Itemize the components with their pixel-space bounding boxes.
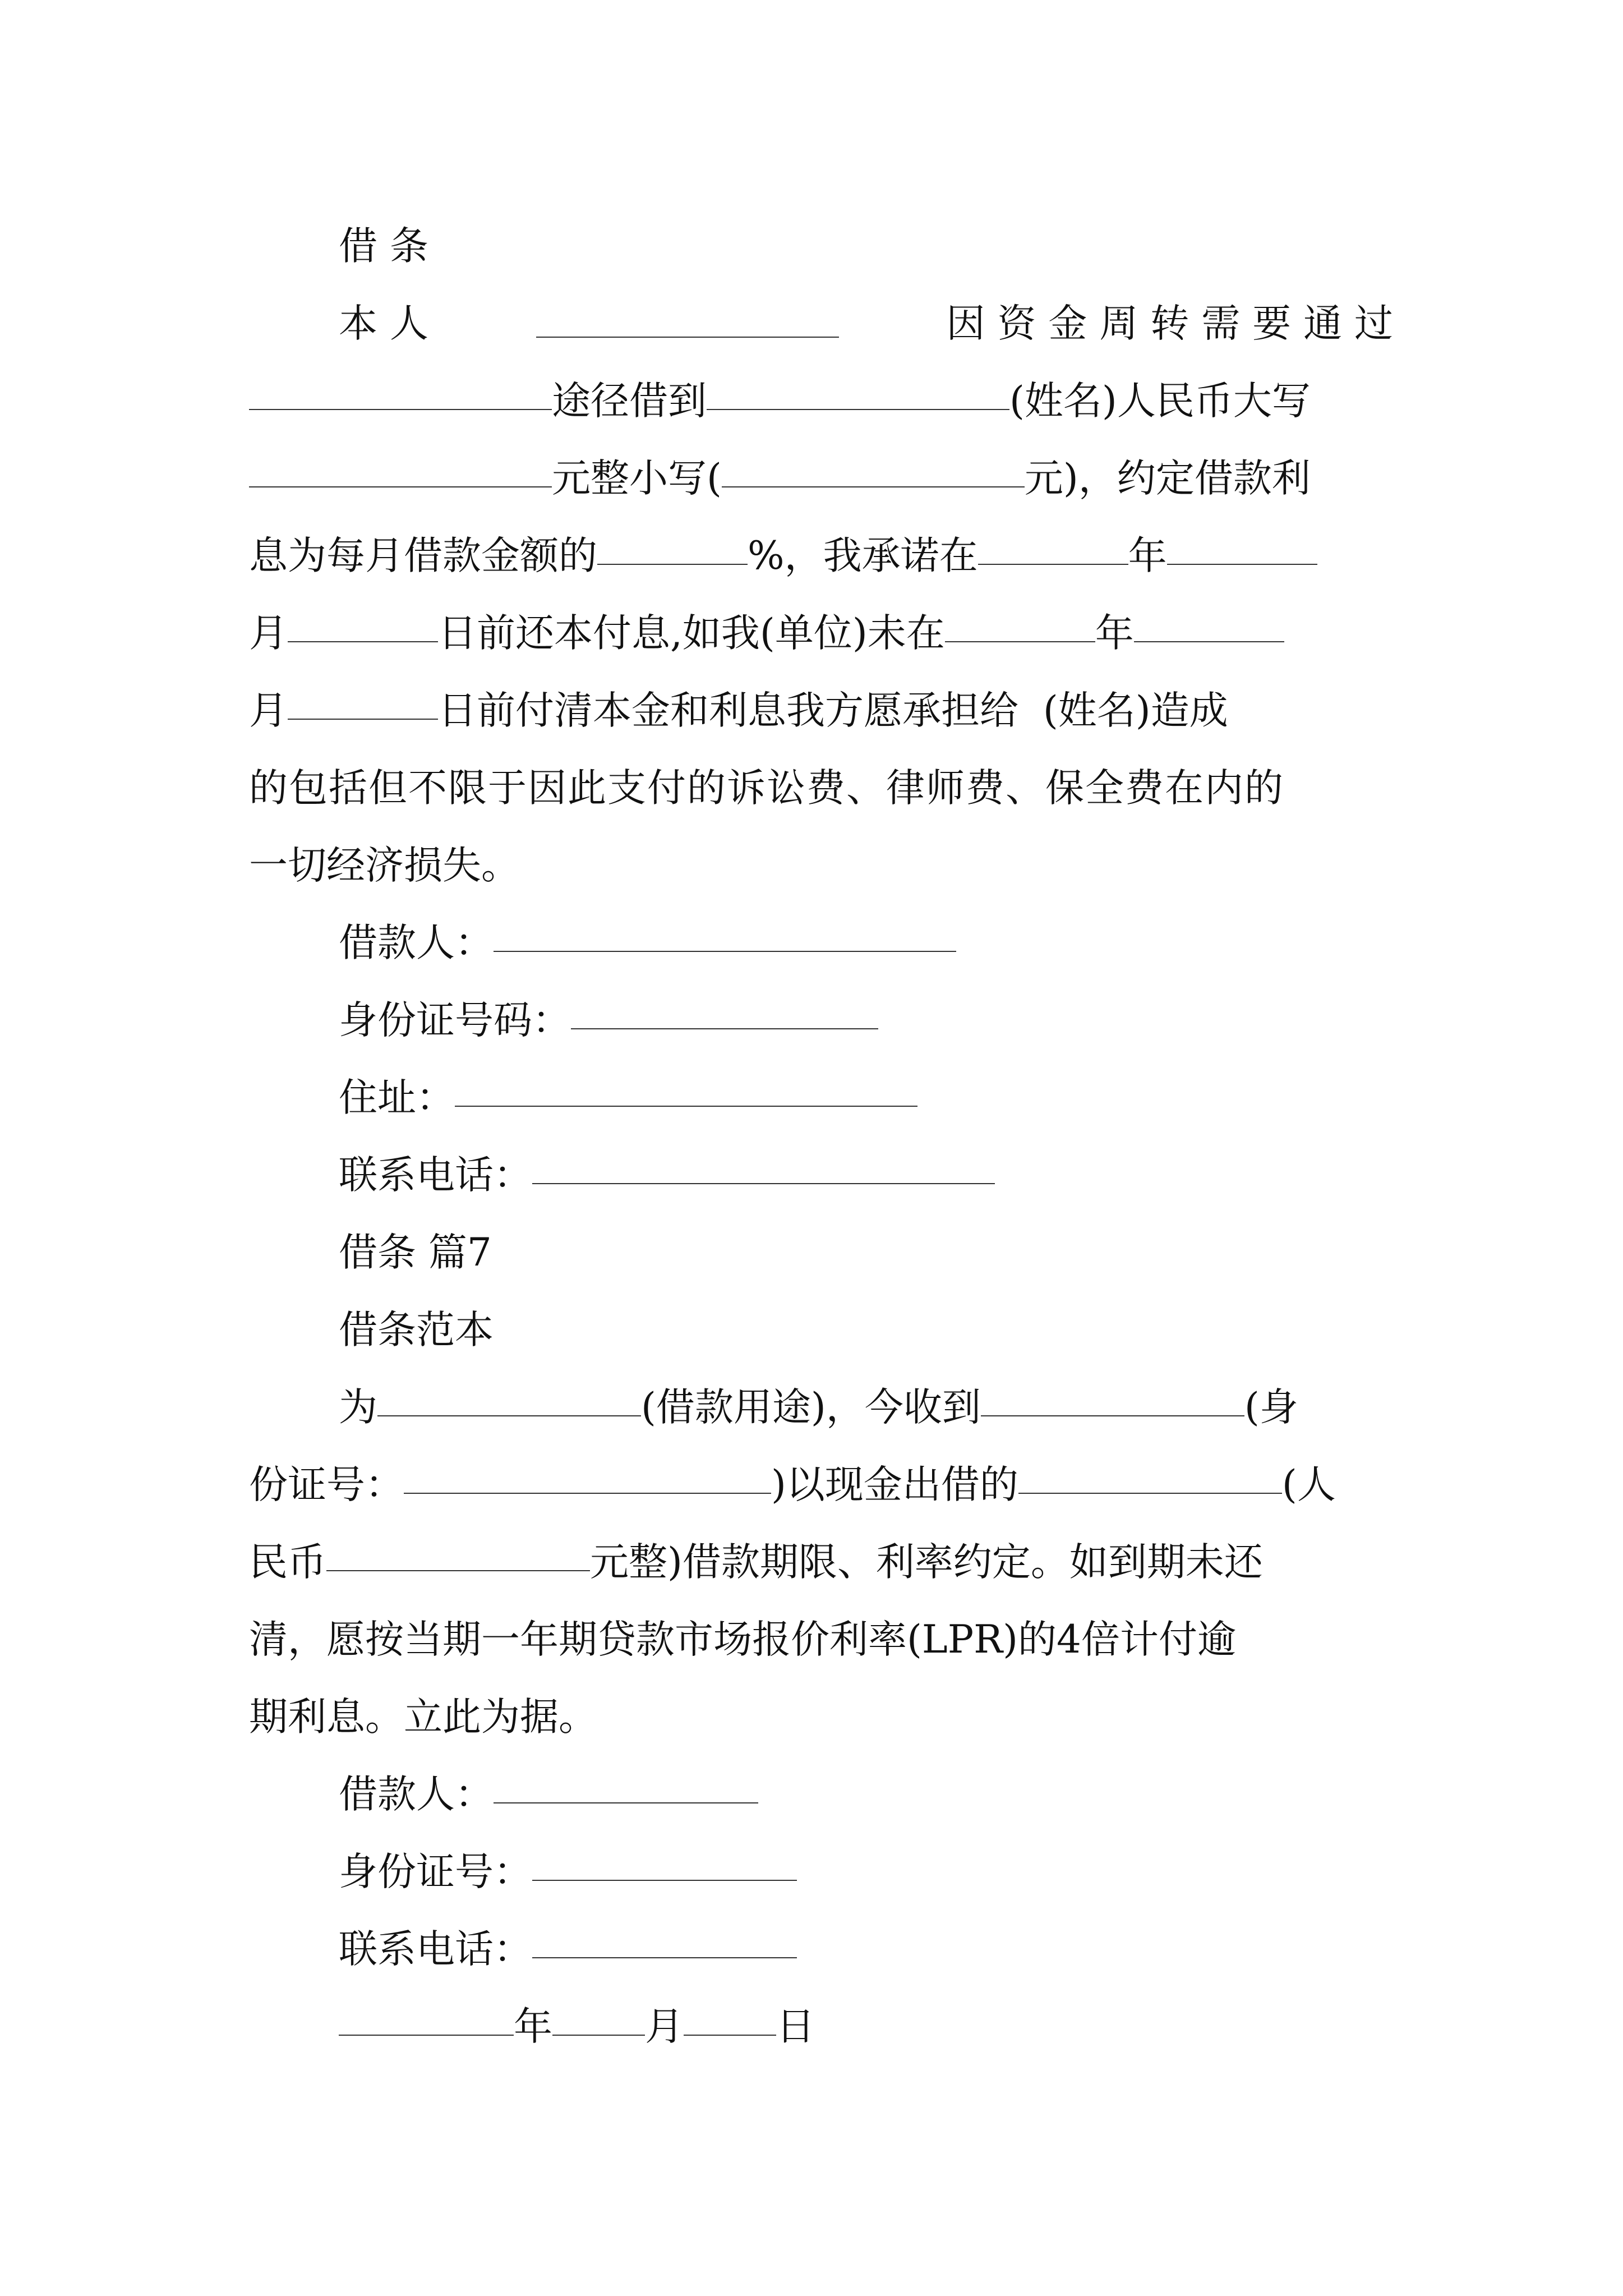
document-title [339,208,1393,285]
sign2-phone-blank [532,1957,797,1958]
text-id-number: 份证号： [249,1462,404,1507]
text-month-1: 月 [249,611,288,656]
blank-year-2 [945,641,1095,642]
text-reason: 因 资 金 周 转 需 要 通 过 [946,301,1393,346]
paragraph-1-line-2 [249,362,1393,440]
text-amount-lower: 元整小写( [552,456,722,501]
sign1-borrower-label: 借款人： [339,921,494,965]
paragraph-1-line-7 [249,749,1393,827]
blank-lender-name [707,409,1009,410]
sign2-borrower-row [339,1756,1393,1833]
blank-name [536,337,839,338]
sign1-phone-row [339,1137,1393,1214]
paragraph-2-line-4 [249,1601,1393,1678]
blank-cash-amount [1018,1493,1282,1494]
sign1-id-blank [571,1028,878,1029]
paragraph-1-line-4 [249,517,1393,595]
text-channel: 途径借到 [552,379,707,424]
text-month-2: 月 [249,688,288,733]
date-row [339,1988,1393,2065]
blank-month-1 [1167,564,1317,565]
paragraph-2-line-3 [249,1524,1393,1601]
text-amount-upper: (姓名)人民币大写 [1009,379,1311,424]
date-day-blank [684,2035,776,2036]
text-repay-clause: 日前还本付息,如我(单位)未在 [438,611,945,656]
blank-amount-upper [249,486,552,487]
text-year-1: 年 [1128,533,1167,578]
blank-day-1 [288,641,438,642]
sign1-address-label: 住址： [339,1075,455,1120]
sign2-borrower-label: 借款人： [339,1772,494,1817]
date-year-label: 年 [514,2004,552,2049]
sign2-id-label: 身份证号： [339,1849,532,1894]
blank-month-2 [1134,641,1284,642]
paragraph-1-line-3 [249,440,1393,517]
date-month-label: 月 [645,2004,684,2049]
text-rmb-open: (人 [1281,1462,1336,1507]
text-cash-lent: )以现金出借的 [771,1462,1018,1507]
date-day-label: 日 [776,2004,815,2049]
text-interest-rate: 息为每月借款金额的 [249,533,597,578]
blank-channel [249,409,552,410]
paragraph-2-line-1 [339,1369,1393,1446]
blank-rate [597,564,748,565]
section-subheading-text: 借条范本 [339,1308,494,1352]
blank-amount-lower [722,486,1025,487]
sign2-phone-row [339,1911,1393,1988]
title-text: 借 条 [339,224,428,269]
paragraph-1-line-1 [339,285,1393,362]
blank-purpose [377,1415,641,1416]
sign2-phone-label: 联系电话： [339,1927,532,1972]
paragraph-1-line-6 [249,672,1393,749]
text-for: 为 [339,1385,377,1430]
section-heading [339,1214,1393,1291]
section-subheading [339,1291,1393,1369]
text-rmb: 民币 [249,1540,326,1585]
sign1-phone-label: 联系电话： [339,1153,532,1198]
text-overdue-interest: 期利息。立此为据。 [249,1695,597,1740]
text-received: (借款用途)，今收到 [641,1385,981,1430]
date-year-blank [339,2035,514,2036]
date-month-blank [552,2035,645,2036]
text-costs: 的包括但不限于因此支付的诉讼费、律师费、保全费在内的 [249,766,1284,811]
text-losses: 一切经济损失。 [249,843,520,888]
blank-lender [981,1415,1244,1416]
paragraph-1-line-8 [249,827,1393,904]
text-liability-clause: 日前付清本金和利息我方愿承担给 (姓名)造成 [438,688,1228,733]
sign1-id-row [339,982,1393,1059]
paragraph-2-line-2 [249,1446,1393,1524]
sign1-address-row [339,1059,1393,1137]
sign1-borrower-row [339,904,1393,982]
blank-id-number [404,1493,771,1494]
sign2-id-blank [532,1880,797,1881]
paragraph-2-line-5 [249,1678,1393,1756]
sign1-id-label: 身份证号码： [339,998,571,1043]
text-year-2: 年 [1095,611,1134,656]
sign2-id-row [339,1833,1393,1911]
section-heading-text: 借条 篇7 [339,1230,492,1275]
blank-rmb-amount [326,1570,590,1571]
text-benren: 本 人 [339,301,428,346]
text-lpr-clause: 清，愿按当期一年期贷款市场报价利率(LPR)的4倍计付逾 [249,1617,1236,1662]
text-id-open: (身 [1244,1385,1298,1430]
text-promise: %，我承诺在 [748,533,978,578]
text-term-clause: 元整)借款期限、利率约定。如到期未还 [590,1540,1263,1585]
sign1-phone-blank [532,1183,995,1184]
paragraph-1-line-5 [249,595,1393,672]
blank-year-1 [978,564,1128,565]
sign1-borrower-blank [494,951,956,952]
text-interest-agreement: 元)，约定借款利 [1024,456,1311,501]
sign1-address-blank [455,1106,917,1107]
sign2-borrower-blank [494,1802,758,1803]
blank-day-2 [288,719,438,720]
